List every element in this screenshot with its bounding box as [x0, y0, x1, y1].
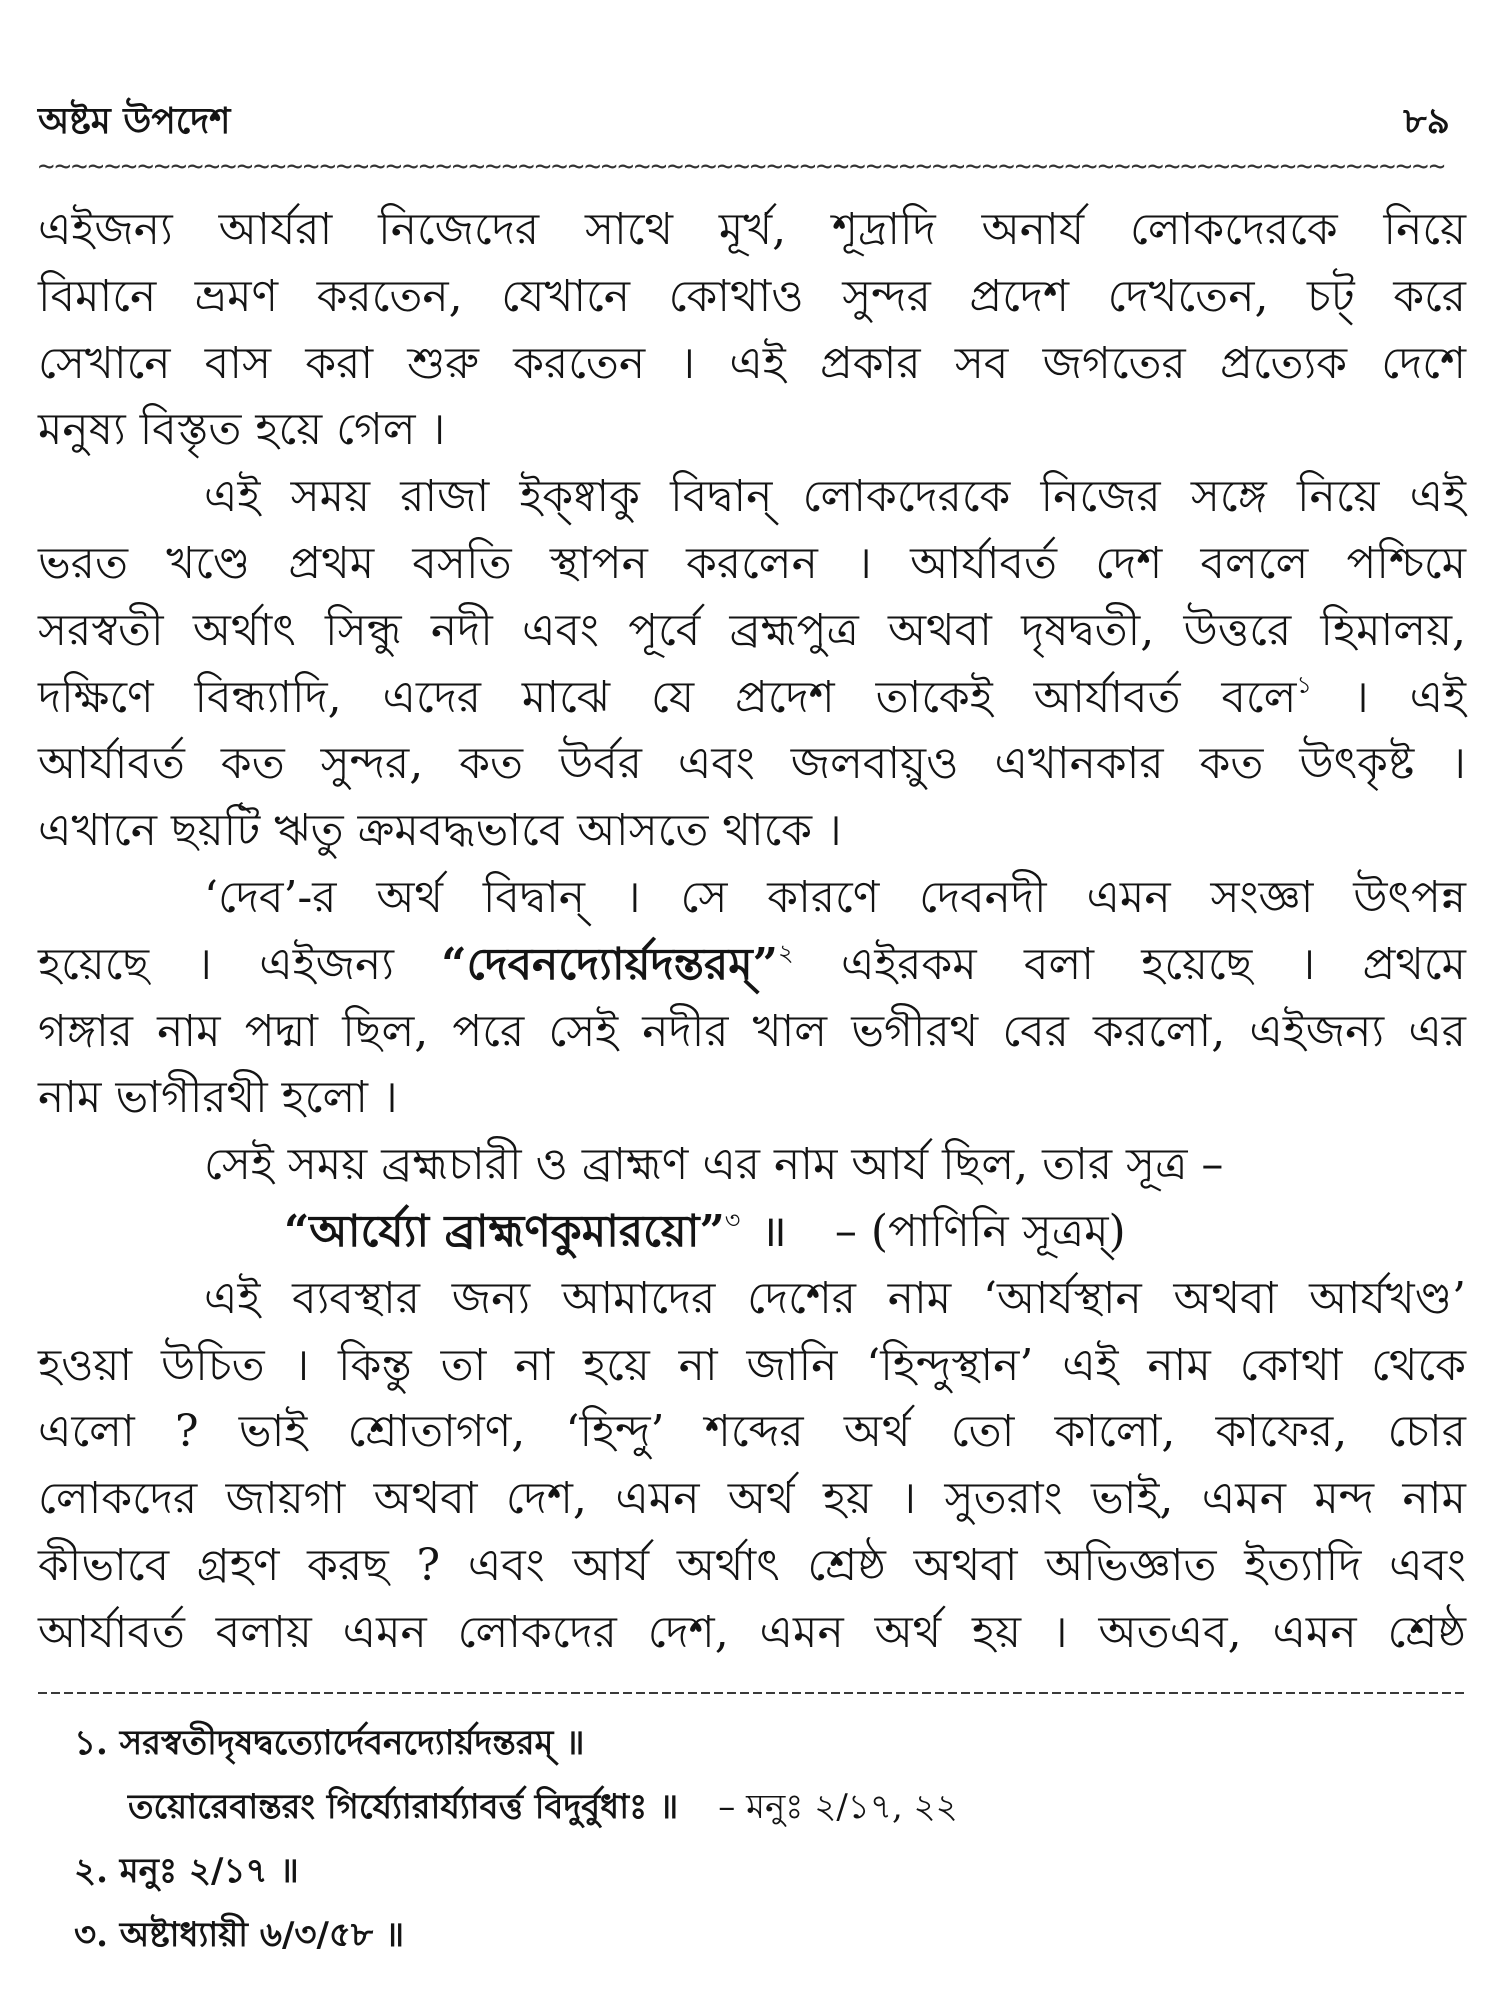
text-line: আর্যাবর্ত কত সুন্দর, কত উর্বর এবং জলবায়ুও এখানকার কত উৎকৃষ্ট ।	[38, 738, 1466, 790]
paragraph-3	[38, 865, 1466, 1132]
text-line: সেখানে বাস করা শুরু করতেন । এই প্রকার সব জগতের প্রত্যেক দেশে	[38, 337, 1466, 389]
footnote-line	[38, 1839, 1466, 1903]
text-line: কীভাবে গ্রহণ করছ ? এবং আর্য অর্থাৎ শ্রেষ্ঠ অথবা অভিজ্ঞাত ইত্যাদি এবং	[38, 1539, 1466, 1591]
footnote-ref-1: ১	[1296, 671, 1313, 700]
line-text: দক্ষিণে বিন্ধ্যাদি, এদের মাঝে যে প্রদেশ তাকেই আর্যাবর্ত বলে	[38, 671, 1297, 723]
footnote-text: অষ্টাধ্যায়ী ৬/৩/৫৮ ॥	[119, 1915, 405, 1955]
verse-line	[38, 1199, 1466, 1266]
ornamental-rule: ~~~~~~~~~~~~~~~~~~~~~~~~~~~~~~~~~~~~~~~~~~~~~~~~~~~~~~~~~~~~~~~~~~~~~~~~~~~~~~~~~~~~~	[38, 150, 1446, 182]
body-text	[38, 197, 1466, 1667]
text-line: লোকদের জায়গা অথবা দেশ, এমন অর্থ হয় । সুতরাং ভাই, এমন মন্দ নাম	[38, 1473, 1466, 1525]
footnote-number: ১.	[74, 1723, 108, 1763]
footnotes	[38, 1711, 1466, 1967]
footnote-line	[38, 1903, 1466, 1967]
text-line: এলো ? ভাই শ্রোতাগণ, ‘হিন্দু’ শব্দের অর্থ তো কালো, কাফের, চোর	[38, 1406, 1466, 1458]
chapter-title: অষ্টম উপদেশ	[38, 100, 231, 142]
text-line: বিমানে ভ্রমণ করতেন, যেখানে কোথাও সুন্দর প্রদেশ দেখতেন, চট্ করে	[38, 270, 1466, 322]
text-line: এই সময় রাজা ইক্ষ্বাকু বিদ্বান্ লোকদেরকে নিজের সঙ্গে নিয়ে এই	[204, 471, 1466, 523]
footnote-source: – মনুঃ ২/১৭, ২২	[718, 1787, 958, 1827]
footnote-separator	[38, 1692, 1466, 1694]
line-text: এইরকম বলা হয়েছে । প্রথমে	[840, 938, 1466, 990]
paragraph-5	[38, 1266, 1466, 1667]
footnote-ref-3: ৩	[724, 1205, 741, 1234]
footnote-line	[38, 1775, 1466, 1839]
line-text: হয়েছে । এইজন্য	[38, 938, 395, 990]
footnote-3	[38, 1903, 1466, 1967]
text-line: এইজন্য আর্যরা নিজেদের সাথে মূর্খ, শূদ্রাদি অনার্য লোকদেরকে নিয়ে	[38, 204, 1466, 255]
text-line: নাম ভাগীরথী হলো ।	[38, 1072, 398, 1124]
paragraph-4	[38, 1132, 1466, 1266]
footnote-text: সরস্বতীদৃষদ্বত্যোর্দেবনদ্যোর্য়দন্তরম্ ॥	[119, 1723, 585, 1763]
text-line	[38, 665, 1466, 732]
text-line: এখানে ছয়টি ঋতু ক্রমবদ্ধভাবে আসতে থাকে ।	[38, 805, 842, 857]
text-line: এই ব্যবস্থার জন্য আমাদের দেশের নাম ‘আর্যস্থান অথবা আর্যখণ্ড’	[204, 1272, 1466, 1324]
paragraph-1	[38, 197, 1466, 464]
danda-mark: ॥	[760, 1205, 787, 1257]
text-line: ভরত খণ্ডে প্রথম বসতি স্থাপন করলেন । আর্যাবর্ত দেশ বললে পশ্চিমে	[38, 537, 1466, 589]
text-line: মনুষ্য বিস্তৃত হয়ে গেল ।	[38, 404, 446, 456]
text-line: ‘দেব’-র অর্থ বিদ্বান্ । সে কারণে দেবনদী এমন সংজ্ঞা উৎপন্ন	[204, 871, 1466, 923]
text-line: সরস্বতী অর্থাৎ সিন্ধু নদী এবং পূর্বে ব্রহ্মপুত্র অথবা দৃষদ্বতী, উত্তরে হিমালয়,	[38, 604, 1466, 656]
footnote-1	[38, 1711, 1466, 1839]
text-line: হওয়া উচিত । কিন্তু তা না হয়ে না জানি ‘হিন্দুস্থান’ এই নাম কোথা থেকে	[38, 1339, 1466, 1391]
text-line: গঙ্গার নাম পদ্মা ছিল, পরে সেই নদীর খাল ভগীরথ বের করলো, এইজন্য এর	[38, 1005, 1466, 1057]
text-line	[38, 932, 1466, 999]
line-text: । এই	[1353, 671, 1466, 723]
quoted-sutra: “আর্য্যো ব্রাহ্মণকুমারয়ো”	[284, 1205, 725, 1257]
text-line: সেই সময় ব্রহ্মচারী ও ব্রাহ্মণ এর নাম আর্য ছিল, তার সূত্র –	[204, 1139, 1224, 1191]
footnote-number: ২.	[74, 1851, 108, 1891]
quoted-sutra: “দেবনদ্যোর্য়দন্তরম্”	[441, 938, 778, 990]
verse-source: – (পাণিনি সূত্রম্)	[834, 1205, 1126, 1257]
running-header	[38, 96, 1450, 146]
footnote-text: মনুঃ ২/১৭ ॥	[119, 1851, 299, 1891]
footnote-number: ৩.	[74, 1915, 108, 1955]
footnote-2	[38, 1839, 1466, 1903]
footnote-line	[38, 1711, 1466, 1775]
footnote-text: তয়োরেবান্তরং গির্য্যোরার্য্যাবর্ত্ত বিদুর্বুধাঃ ॥	[128, 1787, 679, 1827]
paragraph-2	[38, 464, 1466, 865]
page-number: ৮৯	[1403, 100, 1450, 142]
text-line: আর্যাবর্ত বলায় এমন লোকদের দেশ, এমন অর্থ হয় । অতএব, এমন শ্রেষ্ঠ	[38, 1606, 1466, 1658]
footnote-ref-2: ২	[777, 938, 794, 967]
